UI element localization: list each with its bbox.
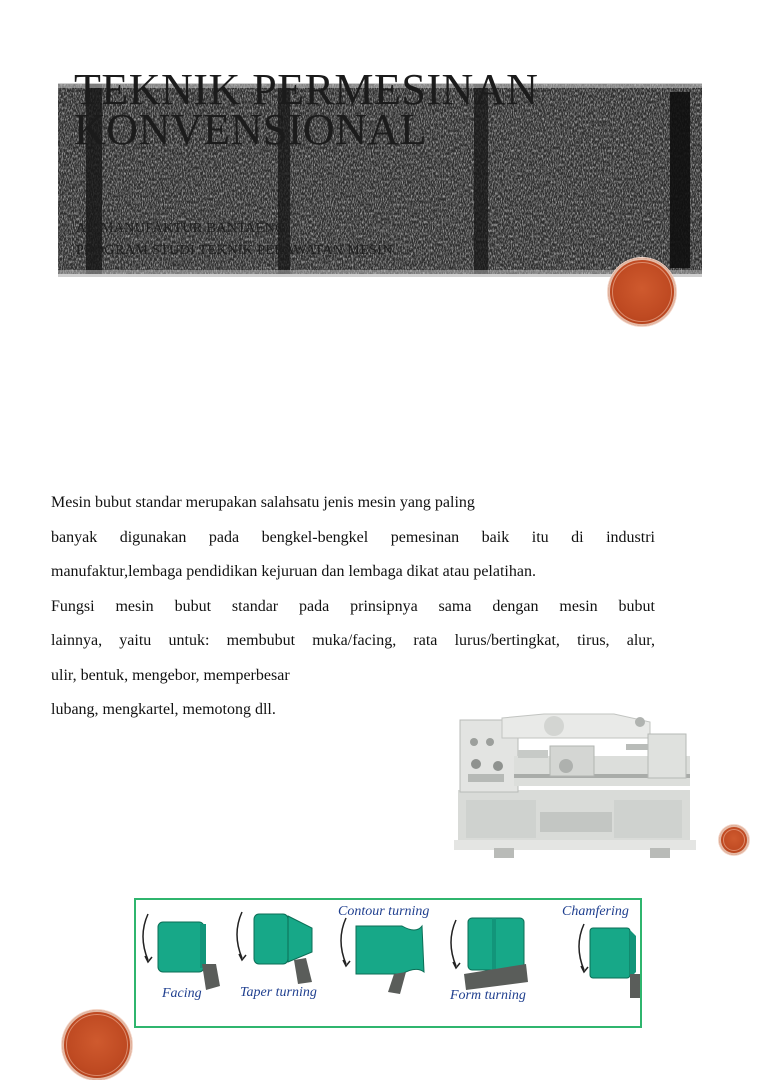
lathe-machine-image bbox=[454, 708, 696, 860]
process-taper-turning bbox=[232, 900, 332, 1026]
slide-title bbox=[74, 65, 634, 154]
lathe-description bbox=[51, 486, 655, 728]
label-taper-turning: Taper turning bbox=[240, 985, 317, 1000]
banner-bottom-edge bbox=[58, 274, 702, 277]
accent-circle-small bbox=[719, 825, 749, 855]
label-contour-turning: Contour turning bbox=[338, 904, 430, 919]
subtitle-line-2: PROGRAM STUDI TEKNIK PERAWATAN MESIN bbox=[76, 243, 393, 258]
process-chamfering bbox=[546, 900, 642, 1026]
paragraph-line: ulir, bentuk, mengebor, memperbesar bbox=[51, 666, 290, 684]
accent-circle-large bbox=[608, 258, 676, 326]
slide-subtitle bbox=[76, 218, 496, 262]
label-form-turning: Form turning bbox=[450, 988, 526, 1003]
label-chamfering: Chamfering bbox=[562, 904, 629, 919]
accent-circle-partial bbox=[62, 1010, 132, 1080]
turning-operations-diagram bbox=[134, 898, 642, 1028]
subtitle-line-1: AK MANUFAKTUR BANTAENG bbox=[76, 221, 286, 236]
facing-illustration bbox=[136, 900, 236, 1026]
label-facing: Facing bbox=[162, 986, 202, 1001]
form-turning-illustration bbox=[442, 900, 546, 1026]
process-facing bbox=[136, 900, 236, 1026]
paragraph-line: Fungsi mesin bubut standar pada prinsipnya sama dengan mesin bubut bbox=[51, 597, 655, 615]
process-contour-turning bbox=[332, 900, 444, 1026]
paragraph-line: banyak digunakan pada bengkel-bengkel pemesinan baik itu di industri bbox=[51, 528, 655, 546]
taper-turning-illustration bbox=[232, 900, 332, 1026]
title-line-2: KONVENSIONAL bbox=[74, 105, 428, 154]
title-line-1: TEKNIK PERMESINAN bbox=[74, 65, 539, 114]
paragraph-line: Mesin bubut standar merupakan salahsatu jenis mesin yang paling bbox=[51, 494, 475, 511]
paragraph-line: lubang, mengkartel, memotong dll. bbox=[51, 701, 276, 718]
paragraph-line: manufaktur,lembaga pendidikan kejuruan dan lembaga dikat atau pelatihan. bbox=[51, 563, 536, 580]
process-form-turning bbox=[442, 900, 546, 1026]
paragraph-line: lainnya, yaitu untuk: membubut muka/facing, rata lurus/bertingkat, tirus, alur, bbox=[51, 632, 655, 649]
